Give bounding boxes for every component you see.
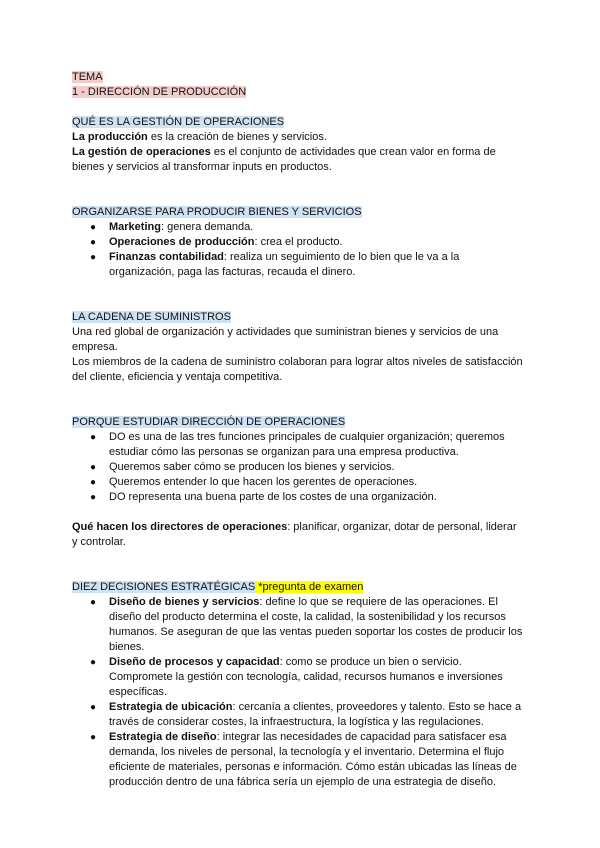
item-text: DO es una de las tres funciones principales de cualquier organización; queremos <box>109 431 505 443</box>
bullet-icon: ● <box>90 237 97 248</box>
bullet-icon: ● <box>90 432 97 443</box>
item-text-cont: bienes. <box>109 641 145 653</box>
section-operations-management <box>72 115 542 175</box>
section-heading: PORQUE ESTUDIAR DIRECCIÓN DE OPERACIONES <box>72 416 346 428</box>
item-text-cont: través de considerar costes, la infraestructura, la logística y las regulaciones. <box>109 716 484 728</box>
paragraph-line: Una red global de organización y actividades que suministran bienes y servicios de una <box>72 326 499 338</box>
item-text: : cercanía a clientes, proveedores y talento. Esto se hace a <box>232 701 522 713</box>
definition-text: es el conjunto de actividades que crean valor en forma de <box>210 146 496 158</box>
item-text-cont: eficiente de materiales, personas e información. Cómo están ubicadas las líneas de <box>109 761 517 773</box>
bullet-icon: ● <box>90 222 97 233</box>
paragraph-line: Los miembros de la cadena de suministro colaboran para lograr altos niveles de satisfacción <box>72 356 523 368</box>
list-item <box>72 430 542 460</box>
bullet-icon: ● <box>90 492 97 503</box>
question-text-cont: y controlar. <box>72 536 126 548</box>
item-text: : realiza un seguimiento de lo bien que le va a la <box>223 251 460 263</box>
bullet-list <box>72 430 542 505</box>
item-text: : como se produce un bien o servicio. <box>279 656 462 668</box>
item-term: Finanzas contabilidad <box>109 251 224 263</box>
item-text-cont: específicas. <box>109 686 168 698</box>
item-term: Marketing <box>109 221 161 233</box>
definition-text-cont: bienes y servicios al transformar inputs en productos. <box>72 161 332 173</box>
item-text: : genera demanda. <box>160 221 254 233</box>
item-text: : integrar las necesidades de capacidad para satisfacer esa <box>216 731 507 743</box>
item-text-cont: estudiar cómo las personas se organizan para una empresa productiva. <box>109 446 459 458</box>
bullet-icon: ● <box>90 657 97 668</box>
list-item <box>72 700 542 730</box>
section-supply-chain <box>72 310 542 385</box>
bullet-list <box>72 220 542 280</box>
item-text-cont: producción dentro de una fábrica sería un ejemplo de una estrategia de diseño. <box>109 776 497 788</box>
definition-text: es la creación de bienes y servicios. <box>147 131 327 143</box>
list-item <box>72 220 542 235</box>
document-page <box>72 70 542 790</box>
question-term: Qué hacen los directores de operaciones <box>72 521 288 533</box>
item-text: Queremos entender lo que hacen los gerentes de operaciones. <box>109 476 418 488</box>
item-term: Operaciones de producción <box>109 236 255 248</box>
item-term: Diseño de bienes y servicios <box>109 596 260 608</box>
list-item <box>72 655 542 700</box>
item-text: Queremos saber cómo se producen los bienes y servicios. <box>109 461 395 473</box>
bullet-icon: ● <box>90 477 97 488</box>
list-item <box>72 595 542 655</box>
bullet-list <box>72 595 542 790</box>
item-text-cont: Compromete la gestión con tecnología, calidad, recursos humanos e inversiones <box>109 671 503 683</box>
item-text: : define lo que se requiere de las operaciones. El <box>259 596 498 608</box>
item-text-cont: demanda, los niveles de personal, la tecnología y el inventario. Determina el flujo <box>109 746 505 758</box>
paragraph-line: del cliente, eficiencia y ventaja competitiva. <box>72 371 283 383</box>
section-why-study <box>72 415 542 550</box>
list-item <box>72 250 542 280</box>
bullet-icon: ● <box>90 732 97 743</box>
section-heading: QUÉ ES LA GESTIÓN DE OPERACIONES <box>72 116 285 128</box>
definition-production <box>72 130 542 145</box>
topic-label-line <box>72 70 542 85</box>
bullet-icon: ● <box>90 702 97 713</box>
section-ten-decisions <box>72 580 542 790</box>
item-text-cont: diseño del producto determina el coste, la calidad, la sostenibilidad y los recursos <box>109 611 506 623</box>
item-term: Diseño de procesos y capacidad <box>109 656 280 668</box>
directors-question <box>72 520 542 535</box>
item-text-cont: organización, paga las facturas, recauda el dinero. <box>109 266 356 278</box>
question-text: : planificar, organizar, dotar de personal, liderar <box>287 521 517 533</box>
exam-note <box>255 581 363 593</box>
exam-note-text: *pregunta de examen <box>258 581 364 593</box>
bullet-icon: ● <box>90 597 97 608</box>
list-item <box>72 490 542 505</box>
paragraph-line: empresa. <box>72 341 118 353</box>
topic-title-line <box>72 85 542 100</box>
definition-operations <box>72 145 542 160</box>
term-operations-management: La gestión de operaciones <box>72 146 211 158</box>
list-item <box>72 460 542 475</box>
item-term: Estrategia de ubicación <box>109 701 233 713</box>
list-item <box>72 475 542 490</box>
item-text: : crea el producto. <box>254 236 343 248</box>
bullet-icon: ● <box>90 462 97 473</box>
section-heading: LA CADENA DE SUMINISTROS <box>72 311 231 323</box>
section-heading: ORGANIZARSE PARA PRODUCIR BIENES Y SERVICIOS <box>72 206 362 218</box>
list-item <box>72 235 542 250</box>
term-production: La producción <box>72 131 148 143</box>
topic-title: 1 - DIRECCIÓN DE PRODUCCIÓN <box>72 86 247 98</box>
item-text: DO representa una buena parte de los costes de una organización. <box>109 491 437 503</box>
item-text-cont: humanos. Se aseguran de que las ventas pueden soportar los costes de producir los <box>109 626 523 638</box>
topic-label: TEMA <box>72 71 103 83</box>
list-item <box>72 730 542 790</box>
item-term: Estrategia de diseño <box>109 731 217 743</box>
section-organize <box>72 205 542 280</box>
section-heading: DIEZ DECISIONES ESTRATÉGICAS <box>72 581 256 593</box>
bullet-icon: ● <box>90 252 97 263</box>
